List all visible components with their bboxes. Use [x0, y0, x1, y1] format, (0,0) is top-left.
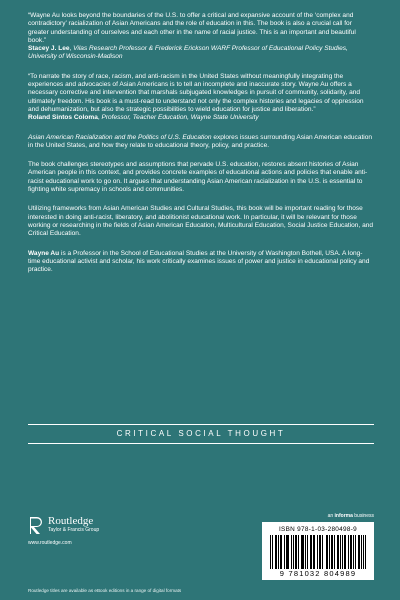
informa-business-label: an informa business [327, 513, 374, 519]
quote-attribution: Stacey J. Lee, Vilas Research Professor & Frederick Erickson WARF Professor of Educational Policy Studies, University of Wisconsin-Madison [28, 45, 348, 61]
quote-attribution: Roland Sintos Coloma, Professor, Teacher Education, Wayne State University [28, 114, 259, 122]
endorser-name: Roland Sintos Coloma [28, 114, 98, 122]
quote-text: “Wayne Au looks beyond the boundaries of the U.S. to offer a critical and expansive account of the ‘complex and contradictory’ racialization of Asian Americans and the role of education in this. The book is also a crucial call for greater understanding of ourselves and each other in the name of racial justice. This is an important and beautiful book.” [28, 12, 356, 44]
publisher-group: Taylor & Francis Group [48, 527, 100, 533]
endorser-name: Stacey J. Lee [28, 45, 70, 53]
logo-row [28, 516, 158, 535]
barcode-digits: 9 781032 804989 [279, 569, 357, 578]
description-paragraph-1 [28, 134, 374, 151]
back-cover-text [28, 12, 374, 274]
endorsement-quote-1 [28, 12, 374, 62]
endorser-role: Professor, Teacher Education, Wayne State University [101, 114, 259, 122]
quote-text: “To narrate the story of race, racism, and anti-racism in the United States without meaningfully integrating the experiences and advocacies of Asian Americans is to tell an incomplete and inaccurate story. Wayne Au offers a necessary corrective and intervention that marshals subjugated knowledges in pursuit of community, solidarity, and ultimately freedom. His book is a must-read to understand not only the complex histories and legacies of oppression and dehumanization, but also the strategic possibilities to wield education for justice and liberation.” [28, 72, 364, 113]
informa-brand: informa [334, 513, 353, 519]
isbn-label: ISBN 978-1-03-280498-9 [278, 526, 357, 533]
publisher-brand: Routledge [48, 515, 94, 527]
endorsement-quote-2 [28, 73, 374, 123]
publisher-website: www.routledge.com [28, 540, 72, 546]
description-paragraph-3: Utilizing frameworks from Asian American Studies and Cultural Studies, this book will be important reading for those interested in doing anti-racist, liberatory, and abolitionist educational work. In particular, it will be relevant for those working or researching in the fields of Asian American Education, Multicultural Education, Social Justice Education, and Critical Education. [28, 205, 373, 238]
barcode-box [262, 522, 374, 580]
author-name: Wayne Au [28, 249, 60, 257]
routledge-logo-icon [28, 516, 44, 535]
endorser-role: Vilas Research Professor & Frederick Erickson WARF Professor of Educational Policy Studies, University of Wisconsin-Madison [28, 45, 348, 61]
description-text: explores issues surrounding Asian American education in the United States, and how they relate to educational theory, policy, and practice. [28, 133, 373, 149]
author-bio [28, 250, 374, 275]
series-name: CRITICAL SOCIAL THOUGHT [28, 424, 374, 444]
description-paragraph-2: The book challenges stereotypes and assumptions that pervade U.S. education, restores absent histories of Asian American people in this context, and provides concrete examples of educational actions and policies that enable anti-racist educational work to go on. It argues that understanding Asian American racialization in the U.S. is essential to fighting white supremacy in schools and communities. [28, 161, 368, 194]
author-bio-text: is a Professor in the School of Educational Studies at the University of Washington Bothell, USA. A long-time educational activist and scholar, his work critically examines issues of power and justice in educational policy and practice. [28, 249, 370, 274]
publisher-logo [28, 516, 158, 546]
book-title: Asian American Racialization and the Politics of U.S. Education [28, 133, 212, 141]
ebook-note: Routledge titles are available as eBook editions in a range of digital formats [28, 588, 182, 593]
barcode-icon [270, 535, 366, 569]
logo-text [48, 516, 99, 533]
